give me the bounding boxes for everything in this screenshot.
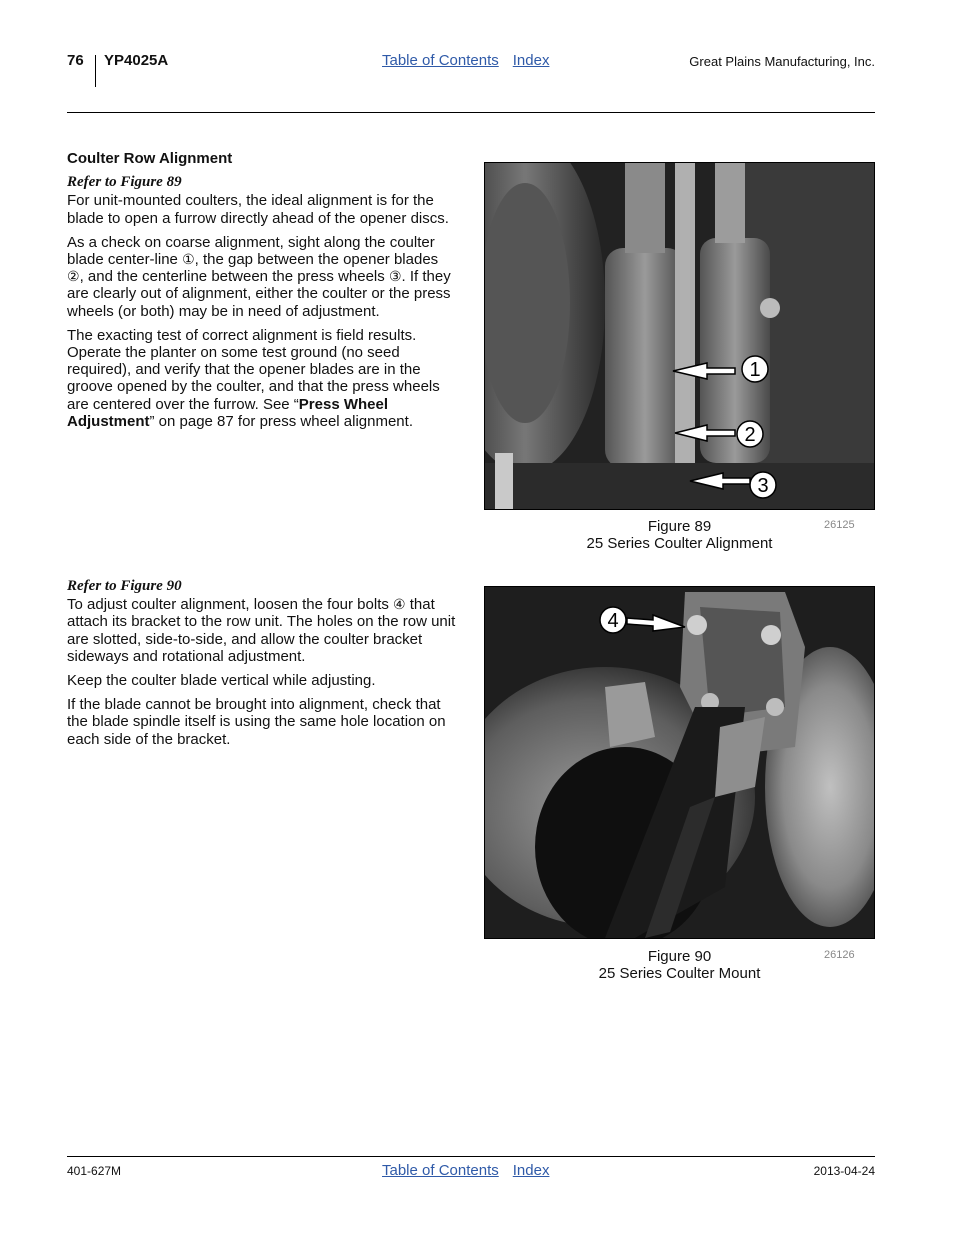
index-link[interactable]: Index: [512, 52, 550, 69]
figure-label: Figure 90: [647, 948, 712, 965]
doc-number: 401-627M: [67, 1164, 122, 1178]
footer-rule: [67, 1156, 875, 1157]
figure-title: 25 Series Coulter Alignment: [586, 535, 773, 552]
figure-label: Figure 89: [647, 518, 712, 535]
header-divider: [95, 55, 96, 87]
index-link[interactable]: Index: [512, 1162, 550, 1179]
section-coulter-row-alignment: [67, 150, 459, 437]
photo-id: 26126: [824, 949, 855, 961]
callout-2: 2: [744, 424, 756, 446]
figure-reference: Refer to Figure 89: [67, 174, 182, 191]
callout-ref-3: ③: [388, 268, 402, 285]
section-heading: Coulter Row Alignment: [67, 150, 233, 167]
toc-link[interactable]: Table of Contents: [382, 1162, 499, 1179]
company-name: Great Plains Manufacturing, Inc.: [689, 54, 875, 69]
paragraph: As a check on coarse alignment, sight along the coulter blade center-line ①, the gap between the opener blades ②, and the centerline between the press wheels ③. If they are clearly out of alignment, either the coulter or the press wheels (or both) may be in need of adjustment.: [67, 233, 451, 320]
model-number: YP4025A: [104, 52, 169, 69]
header-rule: [67, 112, 875, 113]
paragraph: The exacting test of correct alignment is field results. Operate the planter on some test ground (no seed required), and verify that the opener blades are in the groove opened by the coulter, and that the press wheels are centered over the furrow. See “Press Wheel Adjustment” on page 87 for press wheel alignment.: [67, 326, 440, 430]
cross-reference: Press Wheel Adjustment: [67, 395, 389, 430]
figure-89-photo: [484, 162, 875, 510]
paragraph: Keep the coulter blade vertical while adjusting.: [67, 672, 376, 690]
figure-reference: Refer to Figure 90: [67, 578, 182, 594]
callout-ref-2: ②: [67, 268, 80, 285]
figure-89-caption: [484, 518, 875, 552]
header-nav: [382, 52, 549, 69]
paragraph: For unit-mounted coulters, the ideal alignment is for the blade to open a furrow directly ahead of the opener discs.: [67, 192, 449, 227]
callout-3: 3: [757, 475, 769, 497]
page-number: 76: [67, 52, 84, 69]
paragraph: To adjust coulter alignment, loosen the four bolts ④ that attach its bracket to the row unit. The holes on the row unit are slotted, side-to-side, and allow the coulter bracket sideways and rotational adjustment.: [67, 596, 456, 665]
callout-ref-1: ①: [182, 251, 195, 268]
photo-id: 26125: [824, 519, 855, 531]
section-coulter-adjust: [67, 578, 459, 755]
toc-link[interactable]: Table of Contents: [382, 52, 499, 69]
callout-4: 4: [607, 610, 619, 632]
paragraph: If the blade cannot be brought into alignment, check that the blade spindle itself is using the same hole location on each side of the bracket.: [67, 696, 446, 748]
revision-date: 2013-04-24: [813, 1164, 875, 1178]
figure-90-caption: [484, 948, 875, 982]
footer-nav: [382, 1162, 549, 1179]
figure-90-photo: [484, 586, 875, 939]
figure-title: 25 Series Coulter Mount: [598, 965, 761, 982]
callout-1: 1: [749, 359, 761, 381]
callout-ref-4: ④: [393, 596, 406, 613]
